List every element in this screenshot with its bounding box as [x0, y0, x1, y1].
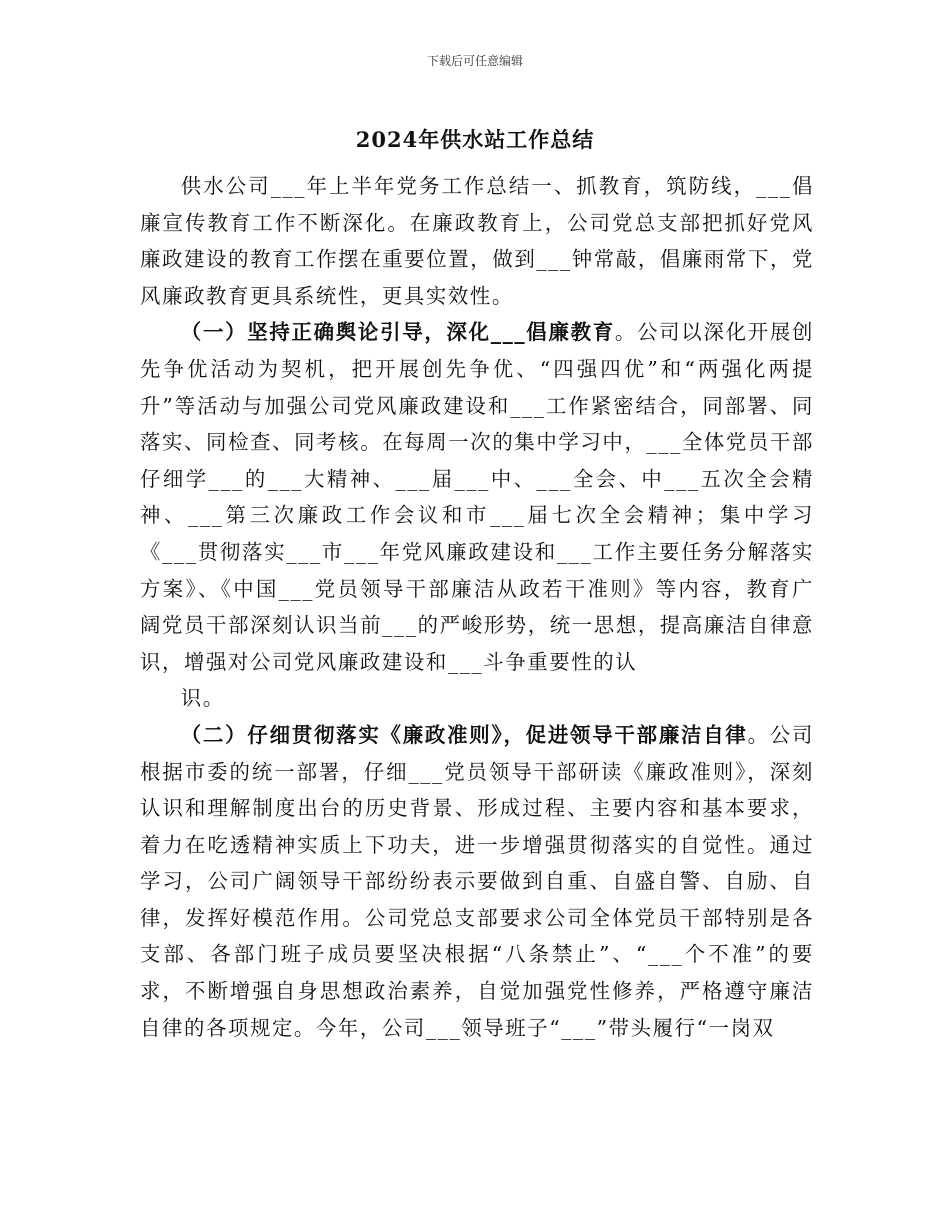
- paragraph-section-1: [140, 314, 814, 680]
- paragraph-intro: [140, 168, 814, 314]
- page-header-note: 下载后可任意编辑: [426, 54, 523, 68]
- section-heading: （一）坚持正确舆论引导，深化___倡廉教育: [180, 320, 615, 345]
- paragraph-continuation: [140, 680, 814, 717]
- paragraph-text: 供水公司___年上半年党务工作总结一、抓教育，筑防线，___倡廉宣传教育工作不断深化。在廉政教育上，公司党总支部把抓好党风廉政建设的教育工作摆在重要位置，做到___钟常敲，倡廉雨常下，党风廉政教育更具系统性，更具实效性。: [140, 174, 814, 308]
- document-body: [140, 168, 814, 1046]
- section-heading: （二）仔细贯彻落实《廉政准则》，促进领导干部廉洁自律: [180, 722, 748, 747]
- paragraph-text: 。公司根据市委的统一部署，仔细___党员领导干部研读《廉政准则》，深刻认识和理解制度出台的历史背景、形成过程、主要内容和基本要求，着力在吃透精神实质上下功夫，进一步增强贯彻落实的自觉性。通过学习，公司广阔领导干部纷纷表示要做到自重、自盛自警、自励、自律，发挥好模范作用。公司党总支部要求公司全体党员干部特别是各支部、各部门班子成员要坚决根据“八条禁止”、“___个不准”的要求，不断增强自身思想政治素养，自觉加强党性修养，严格遵守廉洁自律的各项规定。今年，公司___领导班子“___”带头履行“一岗双: [140, 722, 814, 1040]
- document-title: 2024年供水站工作总结: [355, 127, 595, 152]
- paragraph-section-2: [140, 717, 814, 1046]
- paragraph-text: 识。: [180, 686, 225, 711]
- paragraph-text: 。公司以深化开展创先争优活动为契机，把开展创先争优、“四强四优”和“两强化两提升”等活动与加强公司党风廉政建设和___工作紧密结合，同部署、同落实、同检查、同考核。在每周一次的集中学习中，___全体党员干部仔细学___的___大精神、___届___中、___全会、中___五次全会精神、___第三次廉政工作会议和市___届七次全会精神；集中学习《___贯彻落实___市___年党风廉政建设和___工作主要任务分解落实方案》、《中国___党员领导干部廉洁从政若干准则》等内容，教育广阔党员干部深刻认识当前___的严峻形势，统一思想，提高廉洁自律意识，增强对公司党风廉政建设和___斗争重要性的认: [140, 320, 814, 674]
